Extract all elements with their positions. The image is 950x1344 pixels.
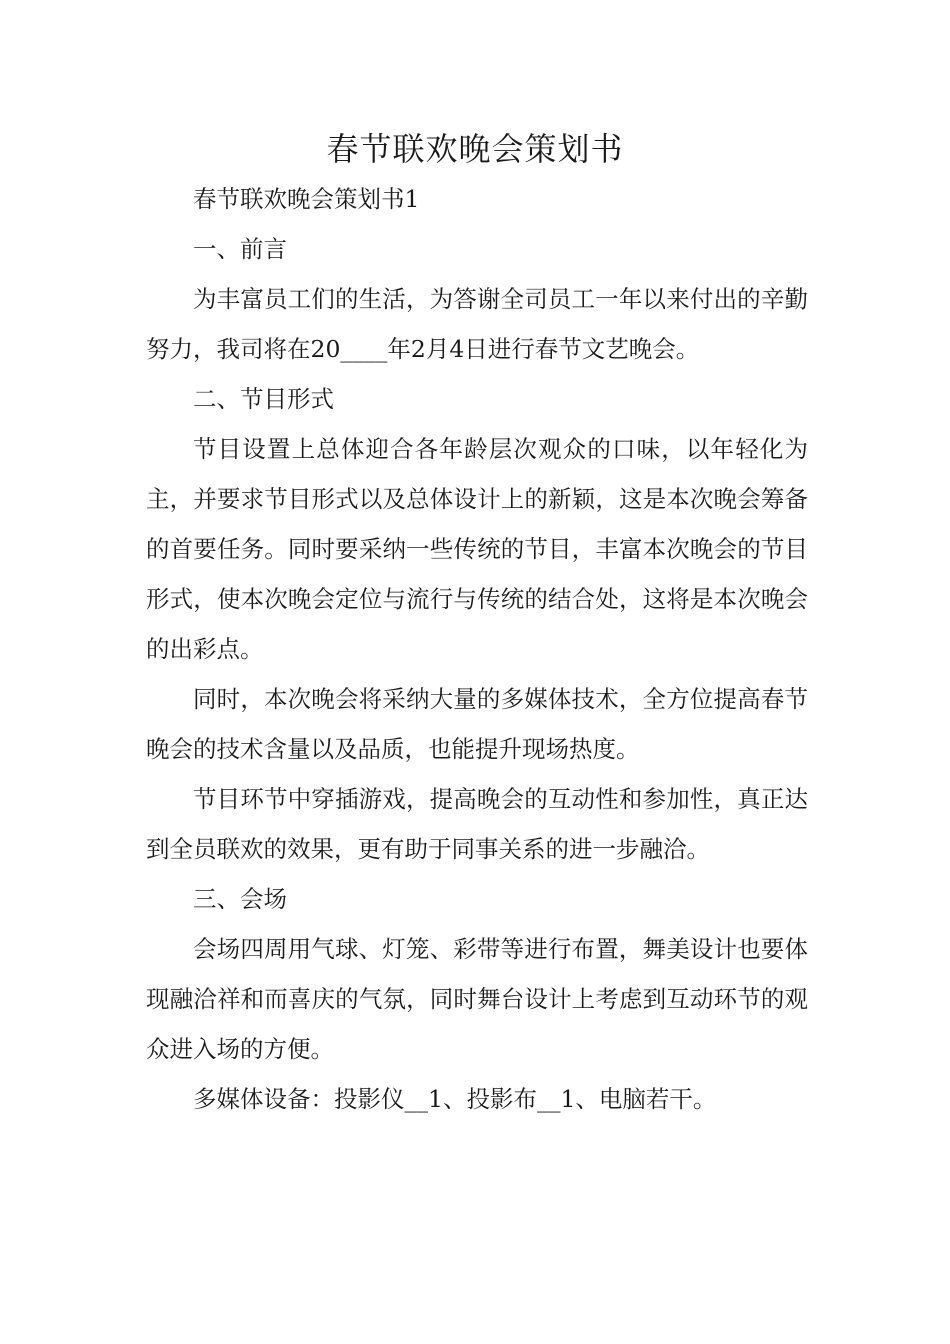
section-heading-program-format: 二、节目形式 bbox=[193, 385, 334, 413]
body-paragraph: 多媒体设备：投影仪__1、投影布__1、电脑若干。 bbox=[193, 1085, 717, 1113]
body-paragraph: 节目环节中穿插游戏，提高晚会的互动性和参加性，真正达到全员联欢的效果，更有助于同事关系的进一步融洽。 bbox=[146, 785, 808, 863]
document-title: 春节联欢晚会策划书 bbox=[326, 130, 624, 168]
body-paragraph: 为丰富员工们的生活，为答谢全司员工一年以来付出的辛勤努力，我司将在20____年2月4日进行春节文艺晚会。 bbox=[146, 285, 808, 363]
subtitle-paragraph: 春节联欢晚会策划书1 bbox=[193, 185, 420, 213]
document-body bbox=[146, 174, 808, 1124]
section-heading-preface: 一、前言 bbox=[193, 235, 287, 263]
section-heading-venue: 三、会场 bbox=[193, 885, 287, 913]
body-paragraph: 同时，本次晚会将采纳大量的多媒体技术，全方位提高春节晚会的技术含量以及品质，也能提升现场热度。 bbox=[146, 685, 808, 763]
body-paragraph: 节目设置上总体迎合各年龄层次观众的口味，以年轻化为主，并要求节目形式以及总体设计上的新颖，这是本次晚会筹备的首要任务。同时要采纳一些传统的节目，丰富本次晚会的节目形式，使本次晚会定位与流行与传统的结合处，这将是本次晚会的出彩点。 bbox=[146, 435, 808, 663]
body-paragraph: 会场四周用气球、灯笼、彩带等进行布置，舞美设计也要体现融洽祥和而喜庆的气氛，同时舞台设计上考虑到互动环节的观众进入场的方便。 bbox=[146, 935, 808, 1063]
